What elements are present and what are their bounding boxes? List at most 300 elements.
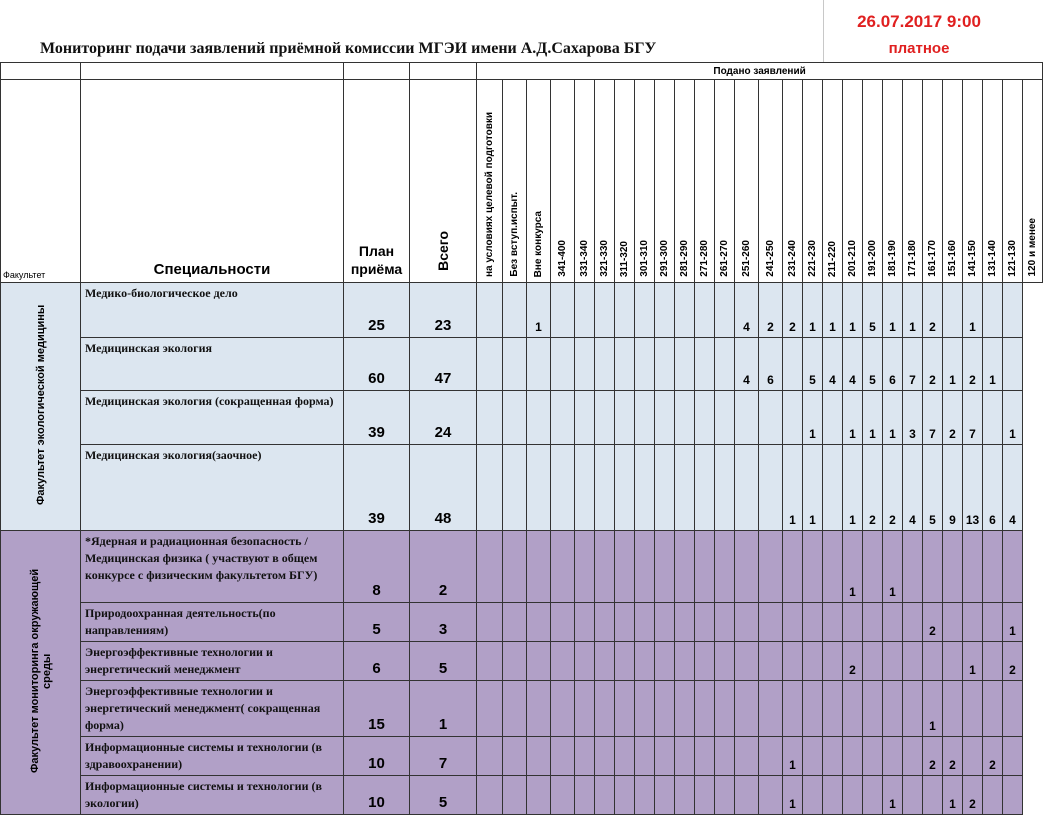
count-cell	[783, 338, 803, 391]
count-cell	[675, 603, 695, 642]
score-range-header	[883, 80, 903, 283]
count-cell: 2	[923, 338, 943, 391]
score-range-header	[983, 80, 1003, 283]
count-cell	[823, 445, 843, 531]
plan-value: 25	[344, 283, 410, 338]
count-cell	[635, 391, 655, 445]
count-cell	[575, 776, 595, 815]
applications-table	[0, 62, 1043, 815]
count-cell: 1	[803, 445, 823, 531]
count-cell: 1	[1003, 603, 1023, 642]
count-cell	[1003, 776, 1023, 815]
count-cell: 4	[735, 283, 759, 338]
count-cell	[715, 338, 735, 391]
total-value: 47	[410, 338, 477, 391]
count-cell	[615, 776, 635, 815]
count-cell	[675, 338, 695, 391]
payment-mode: платное	[888, 40, 950, 57]
count-cell	[983, 776, 1003, 815]
count-cell: 2	[923, 603, 943, 642]
table-row	[1, 737, 1043, 776]
count-cell	[1003, 681, 1023, 737]
count-cell	[1003, 338, 1023, 391]
page-title: Мониторинг подачи заявлений приёмной комиссии МГЭИ имени А.Д.Сахарова БГУ	[40, 40, 657, 57]
score-range-label: 121-130	[1007, 240, 1018, 277]
count-cell	[715, 737, 735, 776]
blank-cell	[81, 63, 344, 80]
score-range-label: 311-320	[619, 240, 630, 277]
count-cell	[759, 445, 783, 531]
count-cell	[883, 642, 903, 681]
specialty-name: *Ядерная и радиационная безопасность /Медицинская физика ( участвуют в общем конкурсе с физическим факультетом БГУ)	[81, 531, 344, 603]
count-cell	[675, 283, 695, 338]
count-cell	[655, 338, 675, 391]
count-cell	[735, 445, 759, 531]
score-range-label: 301-310	[639, 240, 650, 277]
count-cell	[503, 445, 527, 531]
count-cell	[863, 737, 883, 776]
score-range-label: 191-200	[867, 240, 878, 277]
count-cell	[477, 445, 503, 531]
count-cell	[527, 338, 551, 391]
count-cell	[783, 603, 803, 642]
table-row	[1, 338, 1043, 391]
count-cell: 2	[983, 737, 1003, 776]
count-cell: 1	[783, 776, 803, 815]
score-range-label: 281-290	[679, 240, 690, 277]
count-cell: 1	[823, 283, 843, 338]
faculty-name: Факультет мониторинга окружающей среды	[28, 568, 53, 774]
count-cell	[803, 737, 823, 776]
count-cell	[923, 642, 943, 681]
submitted-header: Подано заявлений	[477, 63, 1043, 80]
count-cell	[735, 531, 759, 603]
table-row	[1, 531, 1043, 603]
score-range-label: 271-280	[699, 240, 710, 277]
faculty-cell	[1, 283, 81, 531]
count-cell	[943, 531, 963, 603]
count-cell	[735, 391, 759, 445]
count-cell	[695, 445, 715, 531]
count-cell: 7	[923, 391, 943, 445]
count-cell	[759, 391, 783, 445]
count-cell	[759, 737, 783, 776]
count-cell	[551, 603, 575, 642]
count-cell	[551, 776, 575, 815]
count-cell	[695, 642, 715, 681]
count-cell	[695, 283, 715, 338]
table-row	[1, 681, 1043, 737]
count-cell	[615, 642, 635, 681]
count-cell	[715, 531, 735, 603]
total-value: 1	[410, 681, 477, 737]
col-target-header-label: на условиях целевой подготовки	[484, 111, 495, 277]
score-range-label: 251-260	[741, 240, 752, 277]
count-cell	[575, 737, 595, 776]
count-cell	[635, 681, 655, 737]
count-cell	[595, 391, 615, 445]
score-range-label: 151-160	[947, 240, 958, 277]
count-cell	[503, 391, 527, 445]
count-cell	[503, 531, 527, 603]
plan-value: 8	[344, 531, 410, 603]
count-cell: 5	[863, 338, 883, 391]
count-cell	[983, 531, 1003, 603]
count-cell	[615, 737, 635, 776]
plan-value: 10	[344, 776, 410, 815]
blank-cell	[344, 63, 410, 80]
col-faculty-header: Факультет	[1, 80, 81, 283]
count-cell	[803, 531, 823, 603]
count-cell	[655, 603, 675, 642]
count-cell: 9	[943, 445, 963, 531]
count-cell	[551, 338, 575, 391]
count-cell	[527, 603, 551, 642]
count-cell	[715, 681, 735, 737]
count-cell	[783, 681, 803, 737]
count-cell	[963, 737, 983, 776]
count-cell	[477, 531, 503, 603]
score-range-header	[551, 80, 575, 283]
count-cell	[903, 603, 923, 642]
count-cell	[527, 776, 551, 815]
count-cell	[595, 445, 615, 531]
count-cell	[759, 776, 783, 815]
count-cell: 2	[963, 338, 983, 391]
count-cell: 2	[943, 391, 963, 445]
col-plan-header: План приёма	[344, 80, 410, 283]
total-value: 2	[410, 531, 477, 603]
total-value: 7	[410, 737, 477, 776]
count-cell	[759, 603, 783, 642]
count-cell	[823, 531, 843, 603]
count-cell	[695, 681, 715, 737]
count-cell	[655, 642, 675, 681]
count-cell	[575, 283, 595, 338]
count-cell	[675, 737, 695, 776]
col-noexam-header-label: Без вступ.испыт.	[509, 192, 520, 277]
count-cell: 4	[1003, 445, 1023, 531]
count-cell	[551, 737, 575, 776]
count-cell: 2	[943, 737, 963, 776]
count-cell	[615, 681, 635, 737]
count-cell	[735, 737, 759, 776]
count-cell	[527, 681, 551, 737]
total-value: 23	[410, 283, 477, 338]
count-cell	[655, 391, 675, 445]
count-cell	[883, 737, 903, 776]
date-box	[823, 0, 1014, 62]
count-cell	[551, 283, 575, 338]
count-cell	[863, 531, 883, 603]
count-cell	[635, 776, 655, 815]
count-cell	[963, 603, 983, 642]
count-cell	[903, 776, 923, 815]
score-range-header	[803, 80, 823, 283]
specialty-name: Медико-биологическое дело	[81, 283, 344, 338]
count-cell	[903, 531, 923, 603]
score-range-label: 161-170	[927, 240, 938, 277]
count-cell	[635, 603, 655, 642]
count-cell: 2	[783, 283, 803, 338]
count-cell	[695, 531, 715, 603]
count-cell	[615, 603, 635, 642]
count-cell: 2	[1003, 642, 1023, 681]
count-cell	[803, 681, 823, 737]
specialty-name: Медицинская экология	[81, 338, 344, 391]
count-cell: 1	[883, 531, 903, 603]
col-nocomp-header	[527, 80, 551, 283]
count-cell	[803, 776, 823, 815]
specialty-name: Природоохранная деятельность(по направлениям)	[81, 603, 344, 642]
count-cell: 2	[843, 642, 863, 681]
faculty-cell	[1, 531, 81, 815]
count-cell	[715, 391, 735, 445]
count-cell	[843, 737, 863, 776]
col-target-header	[477, 80, 503, 283]
count-cell	[783, 642, 803, 681]
specialty-name: Информационные системы и технологии (в экологии)	[81, 776, 344, 815]
count-cell	[477, 776, 503, 815]
count-cell	[715, 642, 735, 681]
total-value: 24	[410, 391, 477, 445]
count-cell	[823, 642, 843, 681]
count-cell	[551, 445, 575, 531]
count-cell	[615, 531, 635, 603]
plan-value: 6	[344, 642, 410, 681]
count-cell	[575, 445, 595, 531]
count-cell	[503, 642, 527, 681]
count-cell	[551, 681, 575, 737]
count-cell	[477, 642, 503, 681]
count-cell: 1	[783, 445, 803, 531]
count-cell	[635, 338, 655, 391]
count-cell	[1003, 531, 1023, 603]
count-cell	[635, 283, 655, 338]
count-cell	[503, 603, 527, 642]
count-cell	[983, 603, 1003, 642]
count-cell	[843, 603, 863, 642]
score-range-header	[863, 80, 883, 283]
count-cell	[863, 681, 883, 737]
count-cell	[527, 737, 551, 776]
col-specialty-header: Специальности	[81, 80, 344, 283]
count-cell	[695, 776, 715, 815]
table-row	[1, 445, 1043, 531]
count-cell: 2	[863, 445, 883, 531]
count-cell: 2	[923, 737, 943, 776]
col-total-header	[410, 80, 477, 283]
score-range-label: 201-210	[847, 240, 858, 277]
count-cell: 1	[943, 776, 963, 815]
total-value: 48	[410, 445, 477, 531]
count-cell	[477, 681, 503, 737]
count-cell	[575, 603, 595, 642]
count-cell	[715, 603, 735, 642]
score-range-header	[943, 80, 963, 283]
score-range-header	[695, 80, 715, 283]
score-range-label: 291-300	[659, 240, 670, 277]
count-cell	[675, 445, 695, 531]
score-range-label: 141-150	[967, 240, 978, 277]
count-cell	[843, 776, 863, 815]
count-cell	[903, 681, 923, 737]
score-range-header	[923, 80, 943, 283]
count-cell	[527, 445, 551, 531]
count-cell	[615, 283, 635, 338]
total-value: 5	[410, 776, 477, 815]
count-cell: 1	[843, 283, 863, 338]
count-cell: 4	[735, 338, 759, 391]
count-cell	[503, 681, 527, 737]
score-range-label: 261-270	[719, 240, 730, 277]
plan-value: 15	[344, 681, 410, 737]
count-cell	[715, 283, 735, 338]
total-value: 3	[410, 603, 477, 642]
count-cell: 1	[963, 642, 983, 681]
count-cell	[477, 603, 503, 642]
count-cell: 1	[843, 445, 863, 531]
count-cell	[983, 283, 1003, 338]
count-cell: 2	[883, 445, 903, 531]
count-cell: 1	[803, 391, 823, 445]
count-cell: 4	[843, 338, 863, 391]
count-cell	[477, 283, 503, 338]
plan-value: 5	[344, 603, 410, 642]
count-cell	[595, 737, 615, 776]
count-cell	[735, 603, 759, 642]
count-cell	[575, 338, 595, 391]
count-cell	[823, 603, 843, 642]
score-range-header	[615, 80, 635, 283]
count-cell	[735, 642, 759, 681]
count-cell: 1	[783, 737, 803, 776]
count-cell	[735, 776, 759, 815]
count-cell	[655, 737, 675, 776]
score-range-label: 321-330	[599, 240, 610, 277]
count-cell	[595, 642, 615, 681]
table-row	[1, 776, 1043, 815]
count-cell	[715, 776, 735, 815]
count-cell	[843, 681, 863, 737]
specialty-name: Энергоэффективные технологии и энергетический менеджмент	[81, 642, 344, 681]
count-cell: 1	[803, 283, 823, 338]
specialty-name: Медицинская экология(заочное)	[81, 445, 344, 531]
score-range-label: 341-400	[557, 240, 568, 277]
count-cell	[615, 338, 635, 391]
count-cell: 2	[759, 283, 783, 338]
count-cell	[477, 391, 503, 445]
count-cell	[695, 603, 715, 642]
count-cell: 1	[943, 338, 963, 391]
count-cell	[863, 776, 883, 815]
count-cell	[551, 642, 575, 681]
count-cell	[551, 531, 575, 603]
count-cell	[575, 531, 595, 603]
blank-cell	[410, 63, 477, 80]
score-range-header	[1023, 80, 1043, 283]
count-cell	[595, 531, 615, 603]
count-cell	[477, 338, 503, 391]
count-cell	[983, 642, 1003, 681]
count-cell	[883, 603, 903, 642]
score-range-label: 120 и менее	[1027, 218, 1039, 277]
count-cell	[551, 391, 575, 445]
score-range-header	[783, 80, 803, 283]
count-cell	[527, 531, 551, 603]
count-cell	[863, 603, 883, 642]
count-cell	[983, 681, 1003, 737]
count-cell: 1	[883, 776, 903, 815]
faculty-name: Факультет экологической медицины	[34, 304, 47, 506]
count-cell	[595, 283, 615, 338]
count-cell: 1	[883, 391, 903, 445]
count-cell: 1	[883, 283, 903, 338]
count-cell: 5	[923, 445, 943, 531]
score-range-header	[675, 80, 695, 283]
count-cell	[635, 737, 655, 776]
count-cell	[783, 391, 803, 445]
score-range-label: 131-140	[987, 240, 998, 277]
plan-value: 10	[344, 737, 410, 776]
count-cell	[695, 391, 715, 445]
specialty-name: Информационные системы и технологии (в здравоохранении)	[81, 737, 344, 776]
count-cell: 7	[963, 391, 983, 445]
score-range-header	[1003, 80, 1023, 283]
count-cell: 1	[923, 681, 943, 737]
count-cell: 7	[903, 338, 923, 391]
count-cell	[595, 776, 615, 815]
count-cell: 3	[903, 391, 923, 445]
score-range-header	[843, 80, 863, 283]
score-range-label: 331-340	[579, 240, 590, 277]
table-row	[1, 283, 1043, 338]
count-cell	[595, 603, 615, 642]
count-cell: 4	[823, 338, 843, 391]
count-cell	[803, 603, 823, 642]
count-cell	[595, 338, 615, 391]
count-cell	[863, 642, 883, 681]
count-cell	[635, 642, 655, 681]
count-cell	[759, 531, 783, 603]
score-range-header	[715, 80, 735, 283]
score-range-header	[575, 80, 595, 283]
score-range-header	[635, 80, 655, 283]
count-cell	[823, 681, 843, 737]
count-cell: 1	[843, 391, 863, 445]
count-cell: 1	[963, 283, 983, 338]
count-cell: 1	[863, 391, 883, 445]
count-cell	[1003, 737, 1023, 776]
count-cell	[655, 445, 675, 531]
count-cell	[655, 681, 675, 737]
count-cell	[903, 642, 923, 681]
table-row	[1, 391, 1043, 445]
count-cell	[635, 531, 655, 603]
specialty-name: Медицинская экология (сокращенная форма)	[81, 391, 344, 445]
score-range-label: 231-240	[787, 240, 798, 277]
table-row	[1, 642, 1043, 681]
count-cell	[575, 642, 595, 681]
score-range-header	[903, 80, 923, 283]
count-cell	[783, 531, 803, 603]
count-cell	[803, 642, 823, 681]
count-cell: 6	[883, 338, 903, 391]
col-nocomp-header-label: Вне конкурса	[533, 210, 544, 277]
count-cell	[963, 531, 983, 603]
count-cell	[1003, 283, 1023, 338]
count-cell	[615, 445, 635, 531]
